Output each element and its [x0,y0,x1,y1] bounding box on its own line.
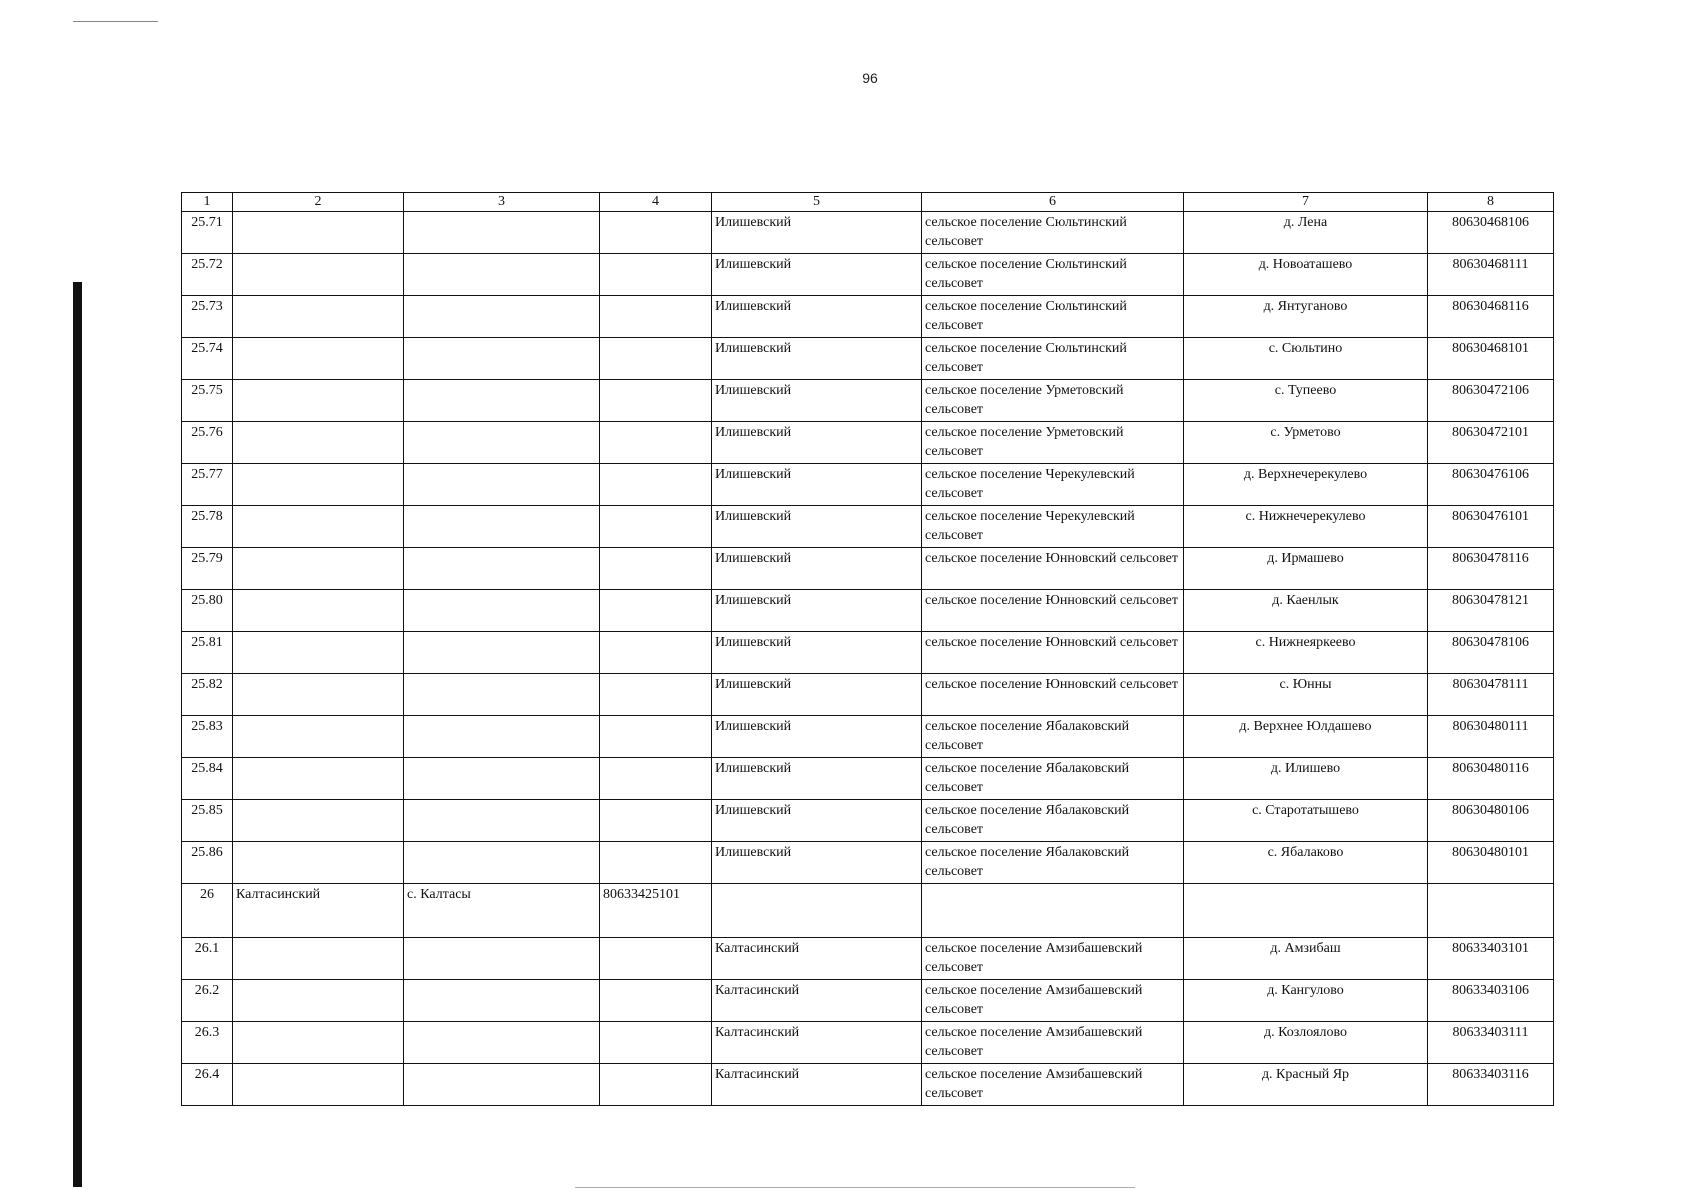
table-row [182,842,1554,884]
locality-cell: д. Кангулово [1184,980,1428,1022]
row-index: 25.83 [182,716,233,758]
municipal-district-cell: Илишевский [712,548,922,590]
center-cell [404,380,600,422]
locality-cell: д. Ирмашево [1184,548,1428,590]
settlement-cell: сельское поселение Ябалаковский сельсовет [922,842,1184,884]
column-number-1: 1 [182,193,233,212]
locality-cell: д. Каенлык [1184,590,1428,632]
center-code-cell [600,800,712,842]
municipal-district-cell: Илишевский [712,212,922,254]
center-cell [404,422,600,464]
scan-artifact-top [73,21,158,22]
column-number-4: 4 [600,193,712,212]
district-cell [233,842,404,884]
center-cell [404,842,600,884]
settlement-cell: сельское поселение Сюльтинский сельсовет [922,254,1184,296]
district-cell [233,758,404,800]
settlement-cell: сельское поселение Ябалаковский сельсовет [922,716,1184,758]
column-number-3: 3 [404,193,600,212]
settlement-cell: сельское поселение Урметовский сельсовет [922,422,1184,464]
table-row [182,296,1554,338]
center-code-cell [600,380,712,422]
table-row [182,800,1554,842]
oktmo-code-cell: 80630476101 [1428,506,1554,548]
district-cell [233,800,404,842]
row-index: 26.4 [182,1064,233,1106]
oktmo-code-cell: 80630468101 [1428,338,1554,380]
settlement-cell: сельское поселение Юнновский сельсовет [922,548,1184,590]
table-row [182,884,1554,938]
settlement-cell: сельское поселение Юнновский сельсовет [922,590,1184,632]
center-code-cell [600,842,712,884]
center-cell [404,296,600,338]
oktmo-code-cell: 80630480106 [1428,800,1554,842]
center-code-cell [600,632,712,674]
settlement-cell: сельское поселение Амзибашевский сельсовет [922,1022,1184,1064]
municipal-district-cell: Илишевский [712,506,922,548]
table-row [182,758,1554,800]
district-cell [233,590,404,632]
settlement-cell: сельское поселение Юнновский сельсовет [922,674,1184,716]
row-index: 25.73 [182,296,233,338]
row-index: 26.2 [182,980,233,1022]
table-body [182,193,1554,1106]
center-code-cell: 80633425101 [600,884,712,938]
column-number-6: 6 [922,193,1184,212]
locality-cell: д. Верхнечерекулево [1184,464,1428,506]
municipal-district-cell: Илишевский [712,842,922,884]
center-code-cell [600,254,712,296]
oktmo-code-cell: 80633403106 [1428,980,1554,1022]
district-cell [233,548,404,590]
oktmo-code-cell: 80630468116 [1428,296,1554,338]
table-row [182,716,1554,758]
settlement-cell: сельское поселение Ябалаковский сельсовет [922,758,1184,800]
oktmo-code-cell: 80630468106 [1428,212,1554,254]
municipal-district-cell: Илишевский [712,380,922,422]
row-index: 25.79 [182,548,233,590]
settlement-cell: сельское поселение Сюльтинский сельсовет [922,338,1184,380]
locality-cell: с. Сюльтино [1184,338,1428,380]
scan-artifact-left-bar [73,282,82,1187]
settlement-cell: сельское поселение Юнновский сельсовет [922,632,1184,674]
oktmo-code-cell: 80630476106 [1428,464,1554,506]
center-cell [404,590,600,632]
column-number-7: 7 [1184,193,1428,212]
center-cell [404,800,600,842]
table-row [182,464,1554,506]
oktmo-code-cell [1428,884,1554,938]
oktmo-code-cell: 80630472106 [1428,380,1554,422]
municipal-district-cell: Илишевский [712,422,922,464]
settlements-table [181,192,1554,1106]
center-cell [404,980,600,1022]
center-cell [404,938,600,980]
table-row [182,632,1554,674]
locality-cell: с. Нижнечерекулево [1184,506,1428,548]
oktmo-code-cell: 80630478116 [1428,548,1554,590]
district-cell [233,980,404,1022]
locality-cell: д. Лена [1184,212,1428,254]
locality-cell: д. Козлоялово [1184,1022,1428,1064]
center-cell [404,1022,600,1064]
district-cell [233,212,404,254]
district-cell: Калтасинский [233,884,404,938]
municipal-district-cell: Илишевский [712,590,922,632]
settlement-cell: сельское поселение Амзибашевский сельсовет [922,980,1184,1022]
row-index: 26.3 [182,1022,233,1064]
district-cell [233,938,404,980]
settlement-cell [922,884,1184,938]
district-cell [233,1064,404,1106]
center-code-cell [600,1064,712,1106]
row-index: 25.81 [182,632,233,674]
district-cell [233,380,404,422]
column-number-8: 8 [1428,193,1554,212]
column-number-row [182,193,1554,212]
oktmo-code-cell: 80633403116 [1428,1064,1554,1106]
center-cell [404,758,600,800]
center-code-cell [600,422,712,464]
settlement-cell: сельское поселение Сюльтинский сельсовет [922,296,1184,338]
table-row [182,380,1554,422]
municipal-district-cell: Калтасинский [712,980,922,1022]
center-cell [404,506,600,548]
locality-cell: д. Верхнее Юлдашево [1184,716,1428,758]
center-cell [404,548,600,590]
settlement-cell: сельское поселение Черекулевский сельсовет [922,506,1184,548]
center-code-cell [600,938,712,980]
locality-cell: д. Янтуганово [1184,296,1428,338]
center-cell: с. Калтасы [404,884,600,938]
district-cell [233,506,404,548]
municipal-district-cell: Илишевский [712,632,922,674]
center-code-cell [600,1022,712,1064]
table-row [182,338,1554,380]
center-code-cell [600,758,712,800]
municipal-district-cell: Калтасинский [712,1022,922,1064]
center-code-cell [600,296,712,338]
oktmo-code-cell: 80630478121 [1428,590,1554,632]
municipal-district-cell: Илишевский [712,800,922,842]
settlement-cell: сельское поселение Ябалаковский сельсовет [922,800,1184,842]
oktmo-code-cell: 80630468111 [1428,254,1554,296]
municipal-district-cell: Илишевский [712,758,922,800]
center-cell [404,338,600,380]
district-cell [233,674,404,716]
municipal-district-cell: Илишевский [712,338,922,380]
center-cell [404,674,600,716]
locality-cell: с. Юнны [1184,674,1428,716]
center-code-cell [600,212,712,254]
center-cell [404,254,600,296]
table-row [182,980,1554,1022]
row-index: 26 [182,884,233,938]
oktmo-code-cell: 80630478111 [1428,674,1554,716]
oktmo-code-cell: 80633403111 [1428,1022,1554,1064]
locality-cell: д. Амзибаш [1184,938,1428,980]
scan-artifact-bottom-line [575,1187,1135,1188]
settlement-cell: сельское поселение Урметовский сельсовет [922,380,1184,422]
district-cell [233,422,404,464]
center-code-cell [600,338,712,380]
table-row [182,938,1554,980]
district-cell [233,1022,404,1064]
table-row [182,1064,1554,1106]
district-cell [233,716,404,758]
table-row [182,674,1554,716]
municipal-district-cell: Илишевский [712,296,922,338]
center-cell [404,716,600,758]
oktmo-code-cell: 80630480111 [1428,716,1554,758]
oktmo-code-cell: 80630472101 [1428,422,1554,464]
center-code-cell [600,716,712,758]
locality-cell: д. Илишево [1184,758,1428,800]
center-cell [404,464,600,506]
municipal-district-cell: Калтасинский [712,938,922,980]
center-cell [404,1064,600,1106]
row-index: 25.78 [182,506,233,548]
row-index: 26.1 [182,938,233,980]
row-index: 25.84 [182,758,233,800]
row-index: 25.72 [182,254,233,296]
locality-cell: с. Тупеево [1184,380,1428,422]
locality-cell: с. Старотатышево [1184,800,1428,842]
settlement-cell: сельское поселение Сюльтинский сельсовет [922,212,1184,254]
row-index: 25.85 [182,800,233,842]
municipal-district-cell [712,884,922,938]
row-index: 25.82 [182,674,233,716]
locality-cell: д. Новоаташево [1184,254,1428,296]
district-cell [233,464,404,506]
municipal-district-cell: Илишевский [712,464,922,506]
row-index: 25.80 [182,590,233,632]
table-row [182,548,1554,590]
column-number-5: 5 [712,193,922,212]
center-code-cell [600,464,712,506]
settlement-cell: сельское поселение Черекулевский сельсовет [922,464,1184,506]
center-code-cell [600,590,712,632]
center-code-cell [600,674,712,716]
center-code-cell [600,548,712,590]
center-cell [404,212,600,254]
locality-cell: с. Нижнеяркеево [1184,632,1428,674]
table-row [182,212,1554,254]
oktmo-code-cell: 80630480101 [1428,842,1554,884]
settlement-cell: сельское поселение Амзибашевский сельсовет [922,1064,1184,1106]
district-cell [233,632,404,674]
district-cell [233,338,404,380]
table-row [182,254,1554,296]
row-index: 25.75 [182,380,233,422]
table-row [182,1022,1554,1064]
row-index: 25.77 [182,464,233,506]
row-index: 25.71 [182,212,233,254]
municipal-district-cell: Илишевский [712,716,922,758]
table-row [182,506,1554,548]
row-index: 25.86 [182,842,233,884]
page-number: 96 [862,70,878,86]
oktmo-code-cell: 80633403101 [1428,938,1554,980]
table-row [182,422,1554,464]
municipal-district-cell: Илишевский [712,254,922,296]
column-number-2: 2 [233,193,404,212]
center-code-cell [600,506,712,548]
oktmo-code-cell: 80630480116 [1428,758,1554,800]
municipal-district-cell: Илишевский [712,674,922,716]
center-code-cell [600,980,712,1022]
municipal-district-cell: Калтасинский [712,1064,922,1106]
oktmo-code-cell: 80630478106 [1428,632,1554,674]
locality-cell: д. Красный Яр [1184,1064,1428,1106]
locality-cell [1184,884,1428,938]
district-cell [233,254,404,296]
locality-cell: с. Ябалаково [1184,842,1428,884]
row-index: 25.76 [182,422,233,464]
locality-cell: с. Урметово [1184,422,1428,464]
table-row [182,590,1554,632]
center-cell [404,632,600,674]
row-index: 25.74 [182,338,233,380]
settlement-cell: сельское поселение Амзибашевский сельсовет [922,938,1184,980]
district-cell [233,296,404,338]
